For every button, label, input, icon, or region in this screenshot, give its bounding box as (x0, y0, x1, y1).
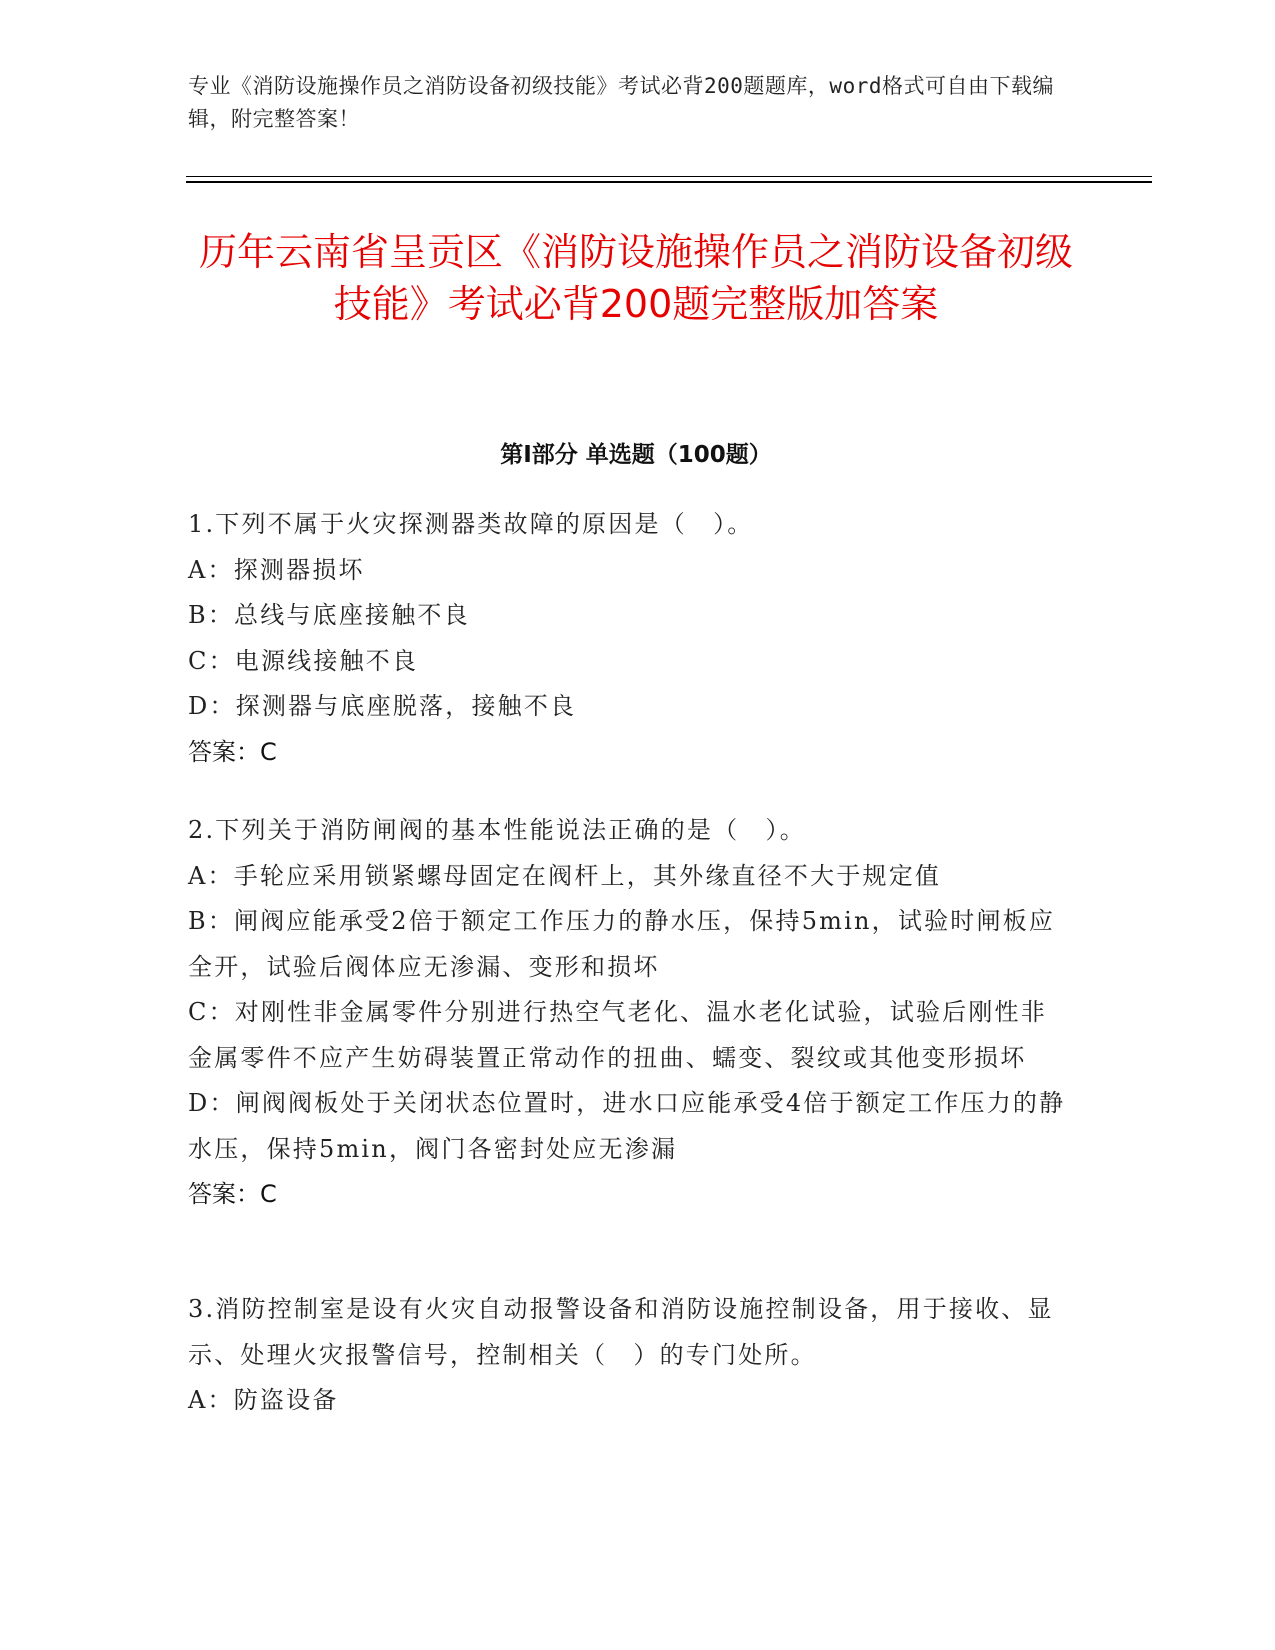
question-stem: 1.下列不属于火灾探测器类故障的原因是（ ）。 (188, 510, 754, 538)
option-d: D：探测器与底座脱落，接触不良 (188, 692, 577, 720)
header-note: 专业《消防设施操作员之消防设备初级技能》考试必背200题题库，word格式可自由下载编辑，附完整答案！ (188, 74, 1054, 131)
header-rule-thin (186, 176, 1152, 177)
option-c: C：电源线接触不良 (188, 646, 419, 675)
question-stem: 2.下列关于消防闸阀的基本性能说法正确的是（ ）。 (188, 816, 806, 844)
section-title: 第Ⅰ部分 单选题（100题） (500, 442, 772, 468)
option-d: D：闸阀阀板处于关闭状态位置时，进水口应能承受4倍于额定工作压力的静水压，保持5min，阀门各密封处应无渗漏 (188, 1089, 1066, 1163)
option-a: A：手轮应采用锁紧螺母固定在阀杆上，其外缘直径不大于规定值 (188, 861, 942, 890)
question-1 (188, 502, 1068, 775)
option-a: A：探测器损坏 (188, 555, 365, 584)
option-b: B：闸阀应能承受2倍于额定工作压力的静水压，保持5min，试验时闸板应全开，试验后阀体应无渗漏、变形和损坏 (188, 907, 1056, 981)
question-stem: 3.消防控制室是设有火灾自动报警设备和消防设施控制设备，用于接收、显示、处理火灾报警信号，控制相关（ ）的专门处所。 (188, 1295, 1054, 1369)
answer: 答案：C (188, 1180, 277, 1208)
header-rule-thick (186, 181, 1152, 183)
question-3 (188, 1287, 1068, 1424)
option-b: B：总线与底座接触不良 (188, 601, 470, 629)
option-c: C：对刚性非金属零件分别进行热空气老化、温水老化试验，试验后刚性非金属零件不应产生妨碍装置正常动作的扭曲、蠕变、裂纹或其他变形损坏 (188, 998, 1047, 1072)
question-2 (188, 808, 1068, 1218)
answer: 答案：C (188, 737, 277, 766)
option-a: A：防盗设备 (188, 1386, 339, 1414)
document-title: 历年云南省呈贡区《消防设施操作员之消防设备初级技能》考试必背200题完整版加答案 (198, 230, 1073, 326)
